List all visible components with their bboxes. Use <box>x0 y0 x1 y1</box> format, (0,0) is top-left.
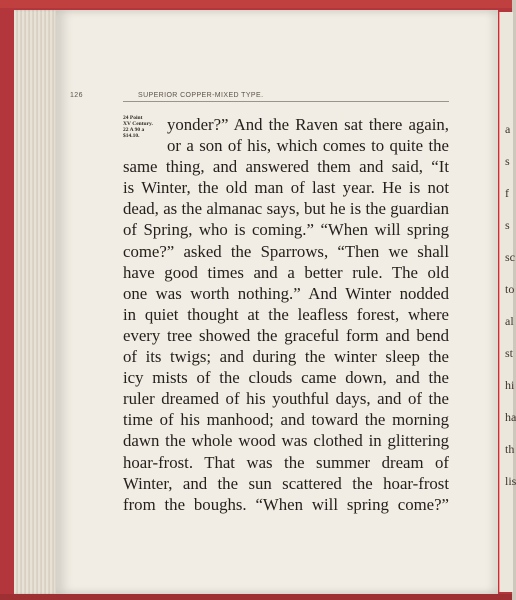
next-page-fragment: al <box>505 314 514 328</box>
next-page-fragment: ha <box>505 410 516 424</box>
text-line: one was worth nothing.” And Winter nodded <box>123 283 449 303</box>
next-page-fragment: f <box>505 186 509 200</box>
text-line: time of his manhood; and toward the morning <box>123 410 449 430</box>
text-line: every tree showed the graceful form and bend <box>123 325 449 345</box>
running-title: SUPERIOR COPPER-MIXED TYPE. <box>138 92 264 99</box>
header-rule <box>123 101 449 102</box>
text-line: of its twigs; and during the winter sleep the <box>123 347 449 367</box>
next-page-fragment: a <box>505 122 511 136</box>
cover-edge-bottom <box>0 594 512 600</box>
next-page-fragment: lis <box>505 474 516 488</box>
page-stack-edges <box>14 10 58 594</box>
text-line: Winter, and the sun scattered the hoar-frost <box>123 473 449 493</box>
text-line: or a son of his, which comes to quite the <box>167 136 449 156</box>
body-text <box>123 114 449 515</box>
next-page-fragment: s <box>505 154 510 168</box>
margin-note-line: XV Century. <box>123 121 153 127</box>
next-page-fragment: to <box>505 282 515 296</box>
next-page-fragment: hi <box>505 378 515 392</box>
page-number: 126 <box>70 92 83 99</box>
text-line: of Spring, who is coming.” “When will spring <box>123 220 449 240</box>
margin-note-line: 24 Point <box>123 115 143 121</box>
text-line: is Winter, the old man of last year. He is not <box>123 178 449 198</box>
text-line: dead, as the almanac says, but he is the guardian <box>123 199 449 219</box>
next-page-fragment: s <box>505 218 510 232</box>
margin-note-line: $14.10. <box>123 133 140 139</box>
text-line: same thing, and answered them and said, “It <box>123 157 449 177</box>
text-line: dawn the whole wood was clothed in glittering <box>123 431 449 451</box>
cover-edge-top <box>0 0 512 8</box>
next-page-fragment: sc <box>505 250 515 264</box>
text-line: icy mists of the clouds came down, and the <box>123 368 449 388</box>
text-line: have good times and a better rule. The old <box>123 262 449 282</box>
next-page-fragment: st <box>505 346 514 360</box>
text-line: come?” asked the Sparrows, “Then we shall <box>123 241 449 261</box>
next-page-edge <box>499 12 516 592</box>
next-page-fragment: th <box>505 442 515 456</box>
text-line: in quiet thought at the leafless forest, where <box>123 304 449 324</box>
text-line: yonder?” And the Raven sat there again, <box>167 115 449 134</box>
text-line: from the boughs. “When will spring come?” <box>123 494 449 514</box>
text-line: ruler dreamed of his youthful days, and of the <box>123 389 449 409</box>
margin-note-line: 22 A 90 a <box>123 127 145 133</box>
text-line: hoar-frost. That was the summer dream of <box>123 452 449 472</box>
